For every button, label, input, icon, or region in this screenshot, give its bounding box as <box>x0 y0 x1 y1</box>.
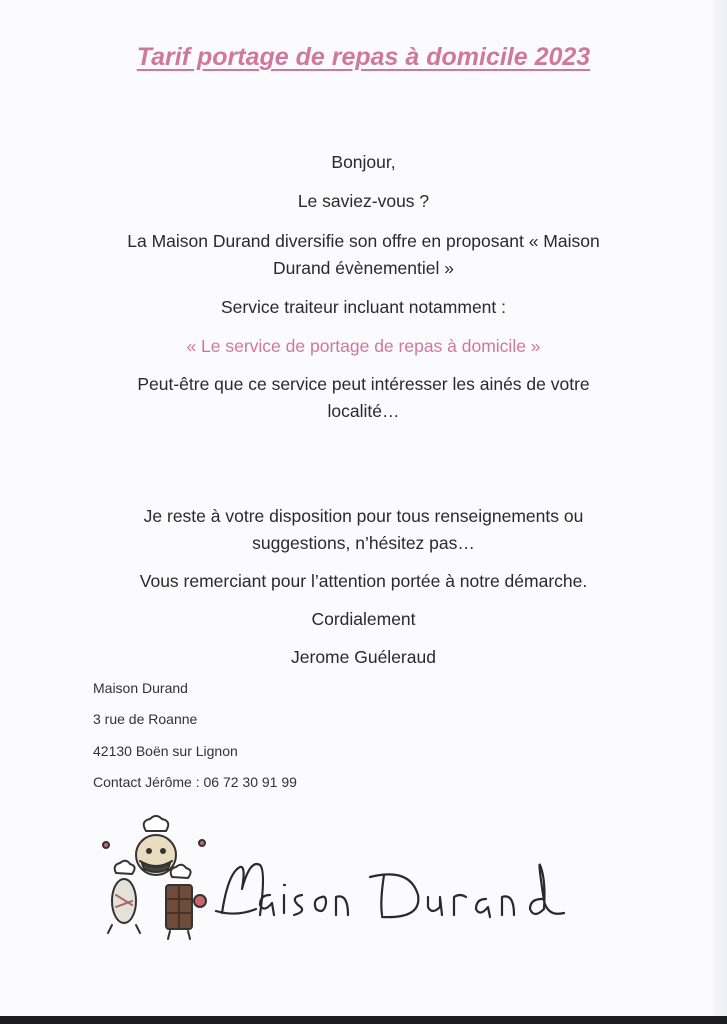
address-city: 42130 Boën sur Lignon <box>93 743 238 759</box>
greeting: Bonjour, <box>331 152 396 172</box>
maison-durand-logo <box>102 815 622 955</box>
service-highlight: « Le service de portage de repas à domicile » <box>186 336 541 356</box>
document-title: Tarif portage de repas à domicile 2023 <box>136 43 591 71</box>
thanks-line: Vous remerciant pour l’attention portée à notre démarche. <box>139 571 588 591</box>
wordmark-signature <box>216 864 564 917</box>
intro-line-1: La Maison Durand diversifie son offre en proposant « Maison <box>127 231 600 251</box>
closing-line: Cordialement <box>311 609 416 629</box>
address-company: Maison Durand <box>93 680 188 696</box>
disposition-line-2: suggestions, n’hésitez pas… <box>252 533 475 553</box>
address-contact: Contact Jérôme : 06 72 30 91 99 <box>93 774 297 790</box>
intro-line-2: Durand évènementiel » <box>273 258 454 278</box>
signature-name: Jerome Guéleraud <box>291 647 436 667</box>
question-line: Le saviez-vous ? <box>297 191 430 211</box>
address-street: 3 rue de Roanne <box>93 711 198 727</box>
service-intro: Service traiteur incluant notamment : <box>221 297 506 317</box>
scan-bottom-edge <box>0 1016 727 1024</box>
interest-line-2: localité… <box>327 401 400 421</box>
disposition-line-1: Je reste à votre disposition pour tous renseignements ou <box>143 506 584 526</box>
chef-mascots-icon <box>103 816 206 939</box>
interest-line-1: Peut-être que ce service peut intéresser les ainés de votre <box>137 374 590 394</box>
